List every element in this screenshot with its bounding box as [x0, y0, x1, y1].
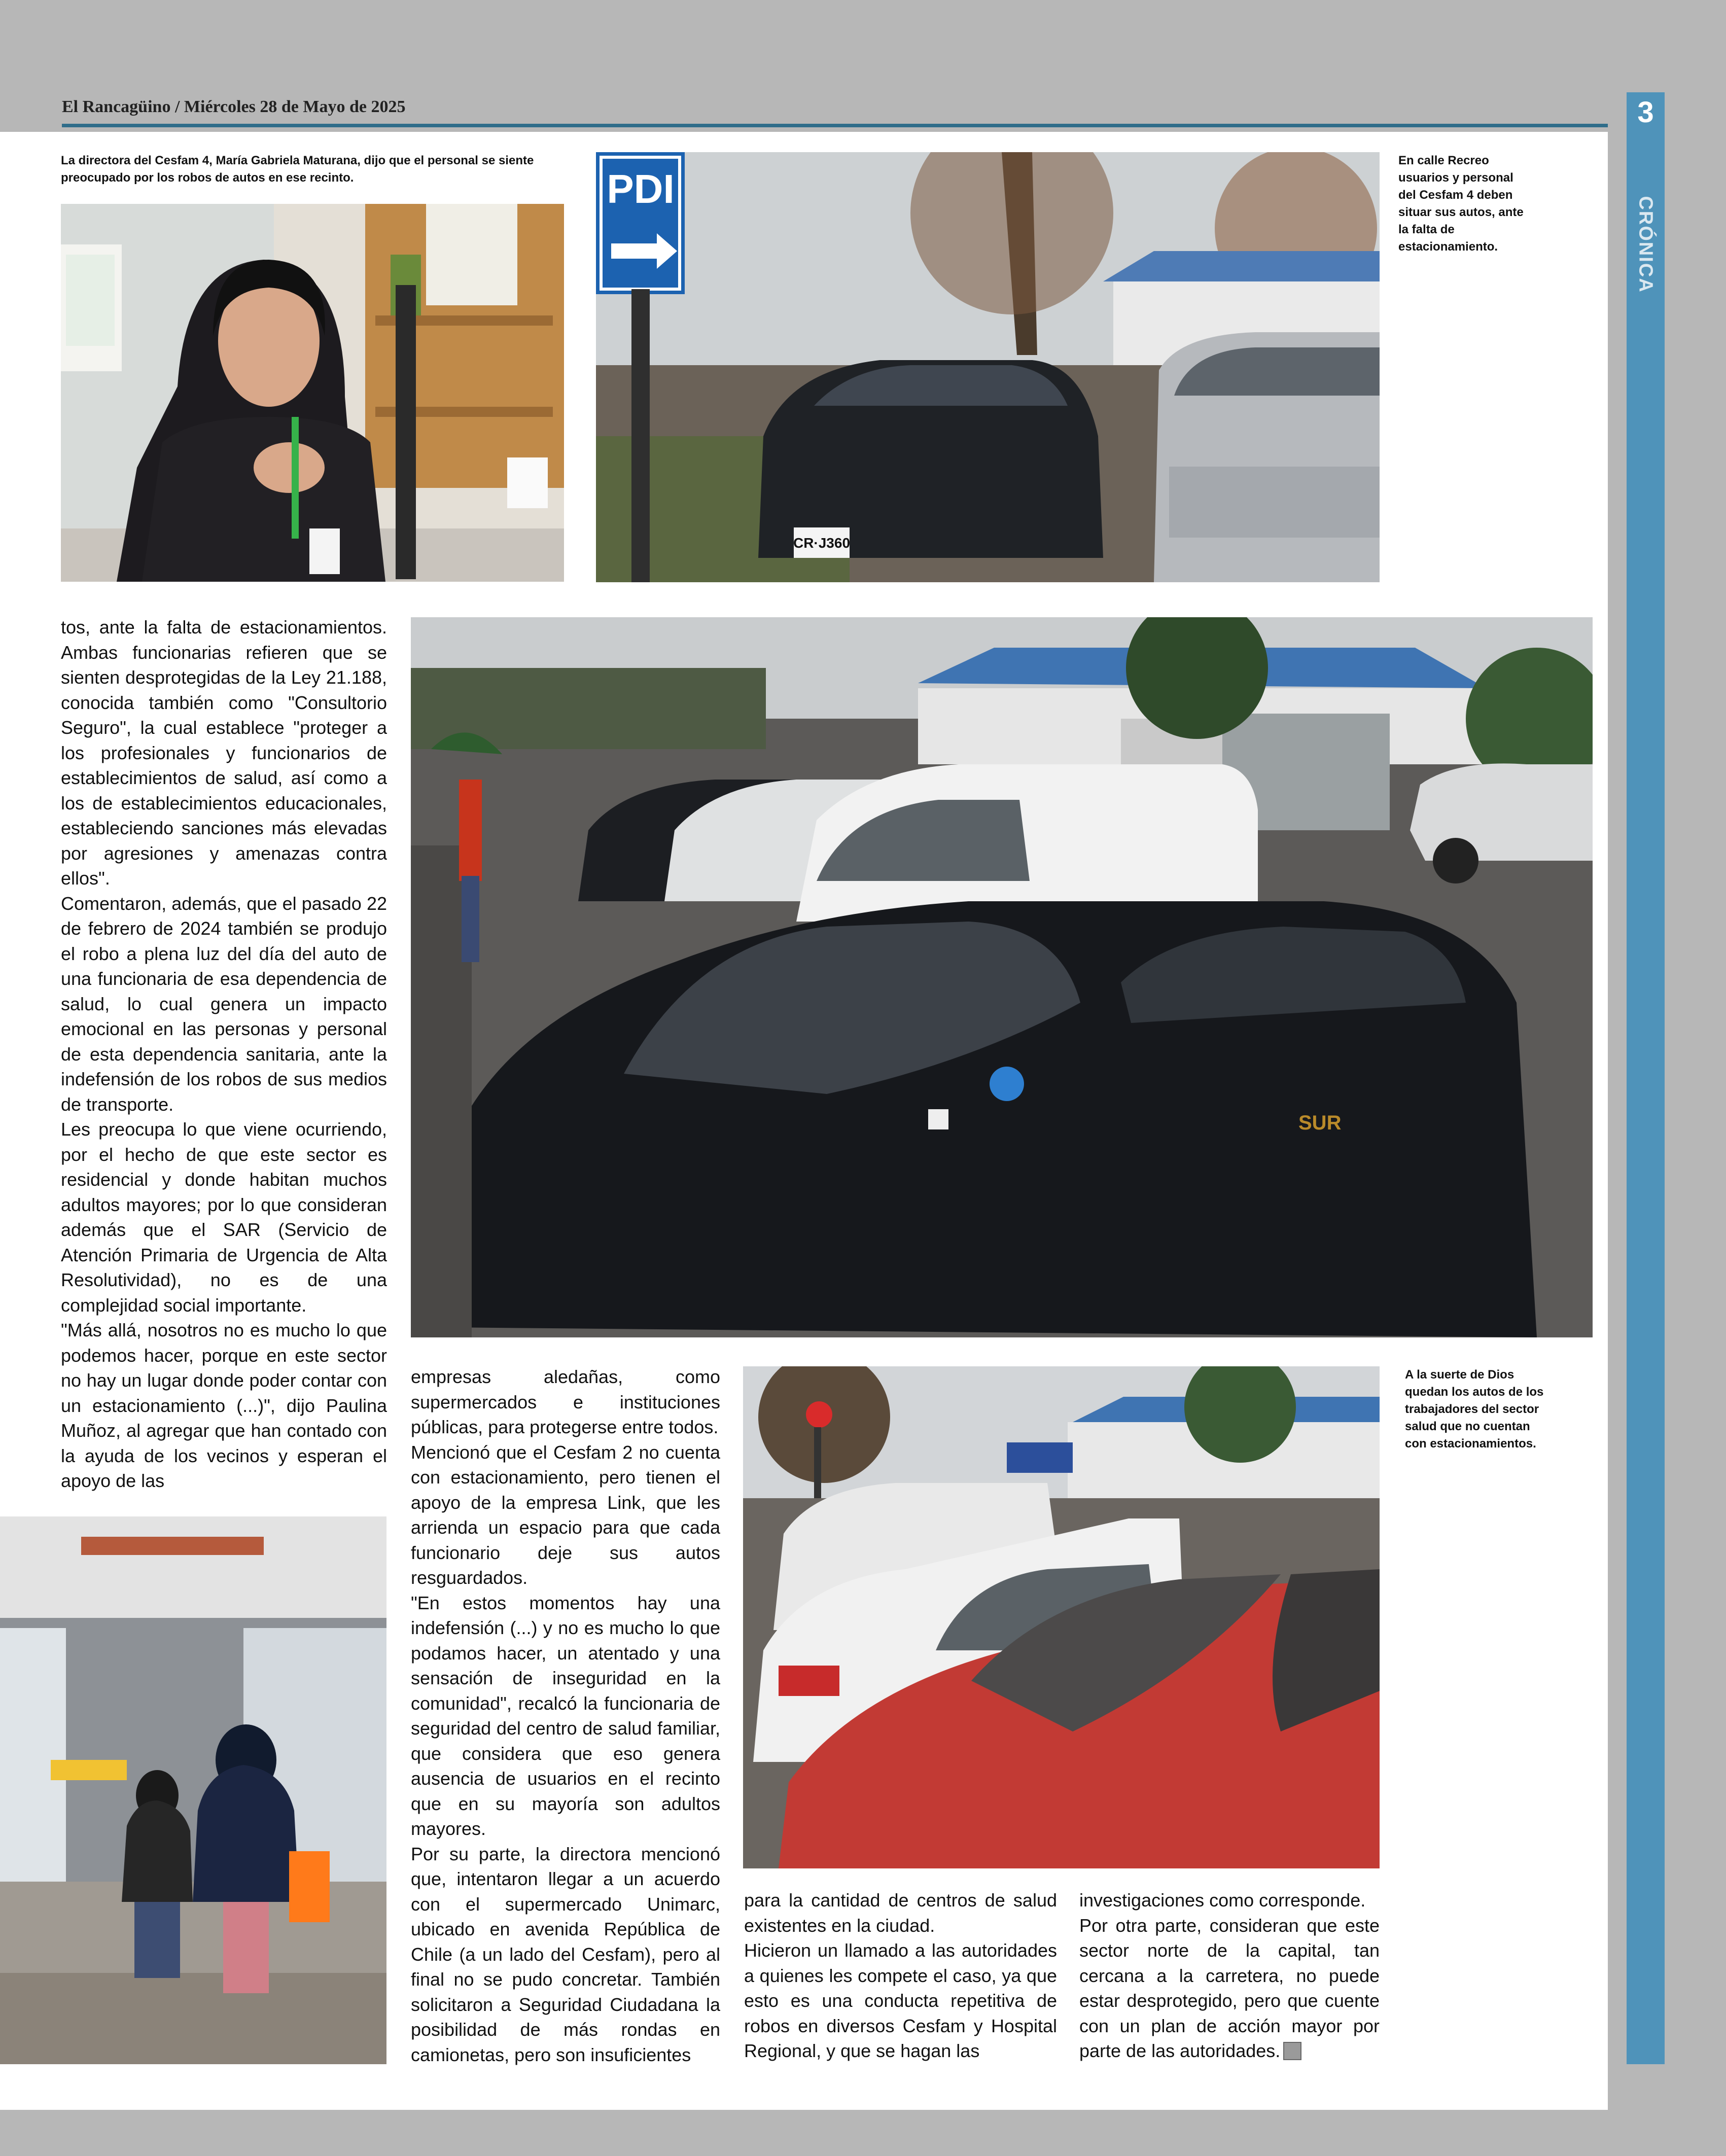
photo-cesfam-entrance: [0, 1516, 386, 2064]
article-column-1: [61, 615, 387, 1494]
header-separator: /: [174, 97, 180, 116]
article-column-3: [744, 1888, 1057, 2064]
page-number: 3: [1637, 96, 1654, 129]
publication-name: El Rancagüino: [62, 97, 171, 116]
car-marking: SUR: [1298, 1112, 1342, 1134]
page-header: [62, 97, 405, 117]
header-rule: [62, 124, 1608, 127]
article-paragraph: Les preocupa lo que viene ocurriendo, por el hecho de que este sector es residencial y donde habitan muchos adultos mayores; por lo que consideran además que el SAR (Servicio de Atención Primaria de Urgencia de Alta Resolutividad), no es de una complejidad social importante.: [61, 1119, 387, 1316]
caption-recreo: En calle Recreo usuarios y personal del Cesfam 4 deben situar sus autos, ante la falta de estacionamiento.: [1398, 154, 1524, 254]
article-paragraph: tos, ante la falta de estacionamientos. Ambas funcionarias refieren que se sienten desprotegidas de la Ley 21.188, conocida también como "Consultorio Seguro", la cual establece "proteger a los profesionales y funcionarios de establecimientos de salud, así como a los de establecimientos educacionales, estableciendo sanciones más elevadas por agresiones y amenazas contra ellos".: [61, 617, 387, 889]
license-plate: CR·J360: [793, 535, 851, 551]
article-column-2: [411, 1364, 720, 2067]
end-mark-icon: [1283, 2042, 1301, 2060]
article-paragraph: Por su parte, la directora mencionó que, intentaron llegar a un acuerdo con el supermercado Unimarc, ubicado en avenida República de Chile (a un lado del Cesfam), pero al final no se pudo concretar. También solicitaron a Seguridad Ciudadana la posibilidad de más rondas en camionetas, pero son insuficientes: [411, 1843, 720, 2065]
article-paragraph: "Más allá, nosotros no es mucho lo que podemos hacer, porque en este sector no hay un lugar donde poder contar con un estacionamiento (...)", dijo Paulina Muñoz, al agregar que han contado con la ayuda de los vecinos y esperan el apoyo de las: [61, 1320, 387, 1491]
pdi-sign-label: PDI: [607, 166, 675, 211]
photo-recreo-street: [596, 152, 1380, 582]
caption-director: La directora del Cesfam 4, María Gabriela Maturana, dijo que el personal se siente preocupado por los robos de autos en ese recinto.: [61, 154, 534, 185]
article-paragraph: [1079, 1913, 1380, 2064]
article-paragraph: Hicieron un llamado a las autoridades a quienes les compete el caso, ya que esto es una conducta repetitiva de robos en diversos Cesfam y Hospital Regional, y que se hagan las: [744, 1940, 1057, 2061]
photo-red-car: [743, 1366, 1380, 1868]
issue-date: Miércoles 28 de Mayo de 2025: [184, 97, 406, 116]
article-paragraph: Mencionó que el Cesfam 2 no cuenta con estacionamiento, pero tienen el apoyo de la empresa Link, que les arrienda un espacio para que cada funcionario deje sus autos resguardados.: [411, 1441, 720, 1588]
article-paragraph: empresas aledañas, como supermercados e instituciones públicas, para protegerse entre todos.: [411, 1366, 720, 1437]
article-paragraph: investigaciones como corresponde.: [1079, 1890, 1366, 1911]
section-label: CRÓNICA: [1635, 196, 1657, 293]
photo-director: [61, 204, 564, 582]
article-paragraph-text: Por otra parte, consideran que este sector norte de la capital, tan cercana a la carretera, no puede estar desprotegido, pero que cuente con un plan de acción mayor por parte de las autoridades.: [1079, 1915, 1380, 2061]
article-paragraph: Comentaron, además, que el pasado 22 de febrero de 2024 también se produjo el robo a plena luz del día del auto de una funcionaria de esa dependencia de salud, lo cual genera un impacto emocional en las personas y personal de esta dependencia sanitaria, ante la indefensión de los robos de sus medios de transporte.: [61, 893, 387, 1115]
photo-parked-cars-rain: [411, 617, 1593, 1337]
article-paragraph: "En estos momentos hay una indefensión (...) y no es mucho lo que podamos hacer, un atentado y una sensación de inseguridad en la comunidad", recalcó la funcionaria de seguridad del centro de salud familiar, que considera que eso genera ausencia de usuarios en el recinto que en su mayoría son adultos mayores.: [411, 1592, 720, 1839]
article-paragraph: para la cantidad de centros de salud existentes en la ciudad.: [744, 1890, 1057, 1936]
article-column-4: [1079, 1888, 1380, 2064]
section-sidebar: [1627, 92, 1665, 2064]
caption-suerte: A la suerte de Dios quedan los autos de los trabajadores del sector salud que no cuentan con estacionamientos.: [1405, 1368, 1544, 1451]
